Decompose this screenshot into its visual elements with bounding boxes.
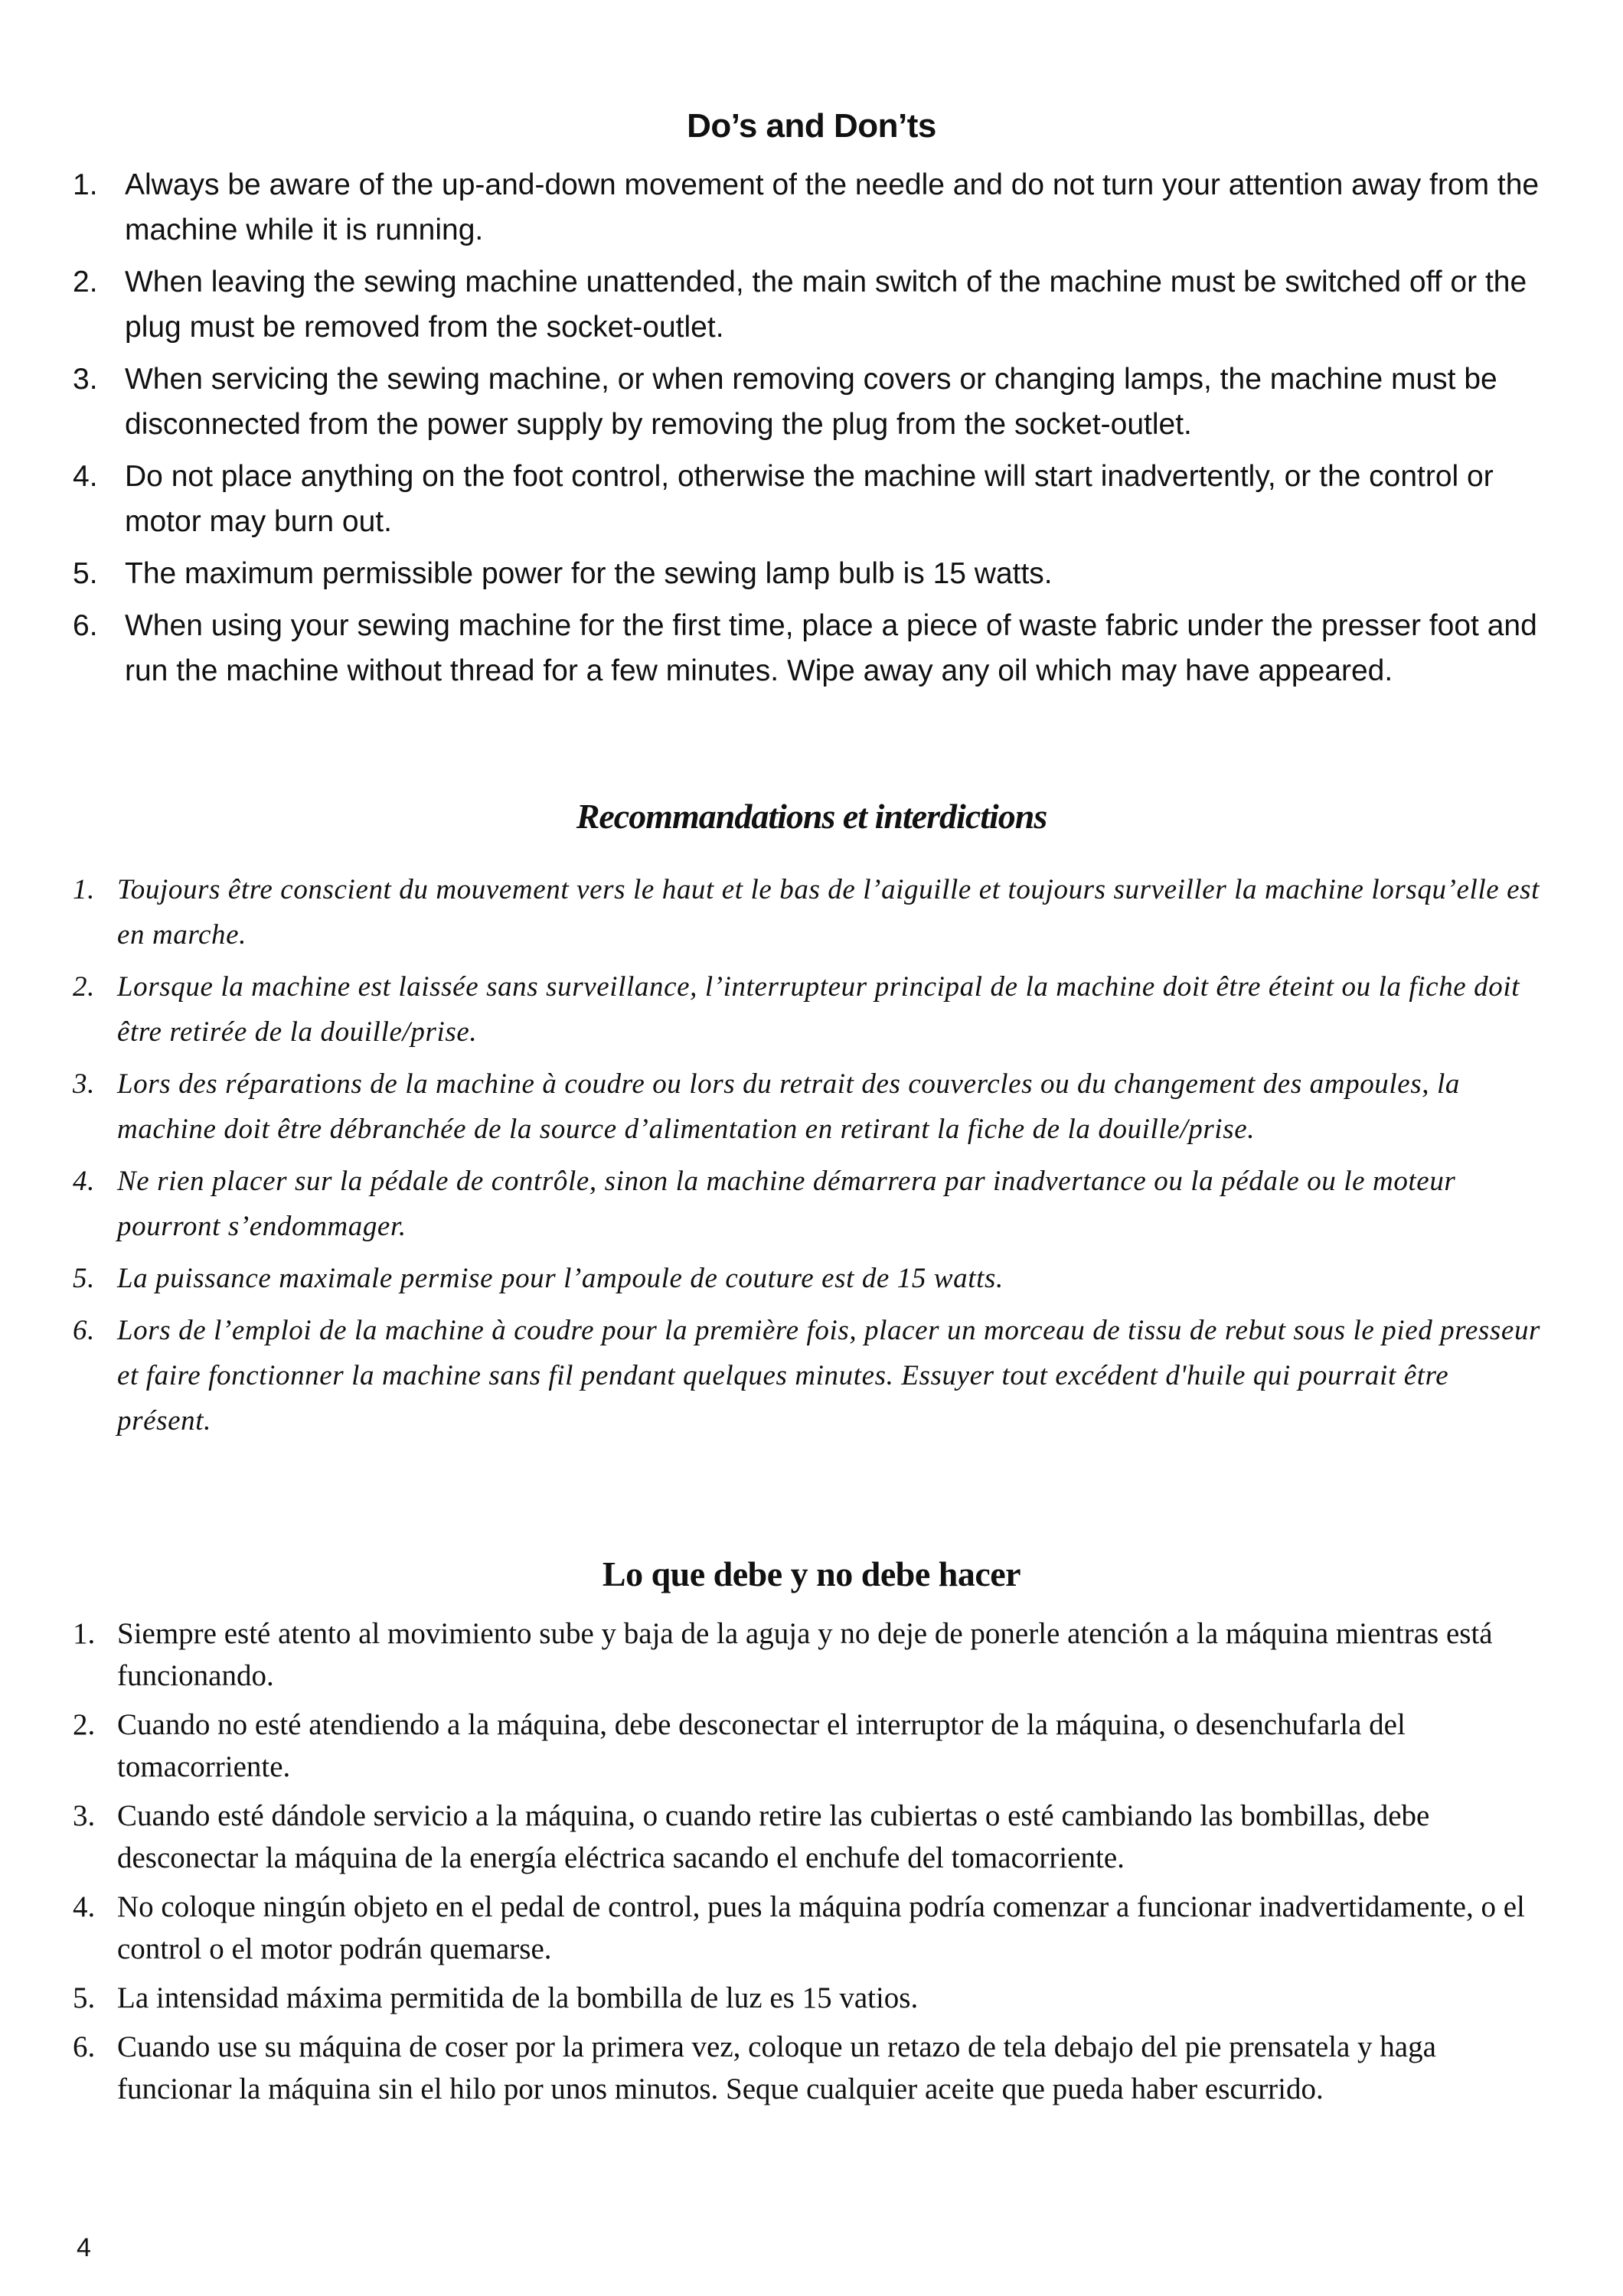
item-text: Lors de l’emploi de la machine à coudre pour la première fois, placer un morceau de tissu de rebut sous le pied presseur et faire fonctionner la machine sans fil pendant quelques minutes. Essuyer tout excédent d'huile qui pourrait être présent. (117, 1315, 1541, 1437)
item-text: Ne rien placer sur la pédale de contrôle, sinon la machine démarrera par inadvertance ou la pédale ou le moteur pourront s’endommager. (117, 1166, 1456, 1242)
section-title-spanish: Lo que debe y no debe hacer (602, 1554, 1021, 1593)
item-number: 3. (73, 1068, 95, 1100)
list-item (73, 1613, 1550, 1697)
list-item (73, 1256, 1550, 1301)
item-number: 3. (73, 363, 98, 396)
list-item (73, 357, 1550, 447)
item-text: Siempre esté atento al movimiento sube y baja de la aguja y no deje de ponerle atención a la máquina mientras está funcionando. (117, 1617, 1493, 1692)
item-number: 3. (73, 1799, 96, 1832)
spanish-section (73, 1554, 1550, 2117)
item-text: La puissance maximale permise pour l’ampoule de couture est de 15 watts. (117, 1263, 1004, 1294)
list-item (73, 454, 1550, 544)
english-section (73, 107, 1550, 700)
list-item (73, 964, 1550, 1055)
item-number: 5. (73, 1981, 96, 2014)
item-text: Lors des réparations de la machine à coudre ou lors du retrait des couvercles ou du changement des ampoules, la machine doit être débranchée de la source d’alimentation en retirant la fiche de la douille/prise. (117, 1068, 1460, 1145)
item-text: Cuando use su máquina de coser por la primera vez, coloque un retazo de tela debajo del pie prensatela y haga funcionar la máquina sin el hilo por unos minutos. Seque cualquier aceite que pueda haber escurrido. (117, 2030, 1436, 2105)
french-section (73, 796, 1550, 1450)
spanish-list (73, 1613, 1550, 2110)
french-list (73, 867, 1550, 1443)
item-text: Cuando esté dándole servicio a la máquina, o cuando retire las cubiertas o esté cambiando las bombillas, debe desconectar la máquina de la energía eléctrica sacando el enchufe del tomacorriente. (117, 1799, 1430, 1874)
item-number: 2. (73, 266, 98, 298)
item-text: Always be aware of the up-and-down movement of the needle and do not turn your attention away from the machine while it is running. (125, 168, 1540, 246)
item-number: 1. (73, 874, 95, 905)
item-number: 5. (73, 557, 98, 590)
item-number: 1. (73, 1617, 96, 1650)
list-item (73, 1159, 1550, 1249)
item-text: When leaving the sewing machine unattended, the main switch of the machine must be switched off or the plug must be removed from the socket-outlet. (125, 266, 1527, 344)
item-text: When servicing the sewing machine, or when removing covers or changing lamps, the machine must be disconnected from the power supply by removing the plug from the socket-outlet. (125, 363, 1497, 441)
item-text: When using your sewing machine for the first time, place a piece of waste fabric under the presser foot and run the machine without thread for a few minutes. Wipe away any oil which may have appeared. (125, 609, 1537, 687)
section-title-english: Do’s and Don’ts (687, 107, 936, 145)
list-item (73, 603, 1550, 693)
item-number: 4. (73, 460, 98, 493)
item-number: 6. (73, 609, 98, 642)
list-item (73, 2026, 1550, 2110)
list-item (73, 1062, 1550, 1152)
item-number: 6. (73, 2030, 96, 2063)
english-list (73, 162, 1550, 693)
item-number: 2. (73, 1708, 96, 1741)
item-text: Toujours être conscient du mouvement vers le haut et le bas de l’aiguille et toujours surveiller la machine lorsqu’elle est en marche. (117, 874, 1540, 951)
item-number: 2. (73, 971, 95, 1003)
list-item (73, 1704, 1550, 1788)
list-item (73, 1795, 1550, 1879)
item-number: 1. (73, 168, 98, 201)
list-item (73, 259, 1550, 350)
item-text: The maximum permissible power for the sewing lamp bulb is 15 watts. (125, 557, 1053, 590)
list-item (73, 1308, 1550, 1443)
list-item (73, 162, 1550, 253)
item-text: Lorsque la machine est laissée sans surveillance, l’interrupteur principal de la machine doit être éteint ou la fiche doit être retirée de la douille/prise. (117, 971, 1520, 1048)
section-title-french: Recommandations et interdictions (576, 797, 1047, 836)
item-number: 5. (73, 1263, 95, 1294)
item-text: La intensidad máxima permitida de la bombilla de luz es 15 vatios. (117, 1981, 919, 2014)
page-number: 4 (77, 2233, 91, 2262)
list-item (73, 1977, 1550, 2019)
list-item (73, 867, 1550, 957)
list-item (73, 551, 1550, 596)
item-number: 4. (73, 1890, 96, 1923)
item-text: Cuando no esté atendiendo a la máquina, debe desconectar el interruptor de la máquina, o desenchufarla del tomacorriente. (117, 1708, 1406, 1783)
item-text: Do not place anything on the foot control, otherwise the machine will start inadvertently, or the control or motor may burn out. (125, 460, 1494, 538)
item-number: 6. (73, 1315, 95, 1346)
item-number: 4. (73, 1166, 95, 1197)
item-text: No coloque ningún objeto en el pedal de control, pues la máquina podría comenzar a funcionar inadvertidamente, o el control o el motor podrán quemarse. (117, 1890, 1525, 1965)
list-item (73, 1886, 1550, 1970)
